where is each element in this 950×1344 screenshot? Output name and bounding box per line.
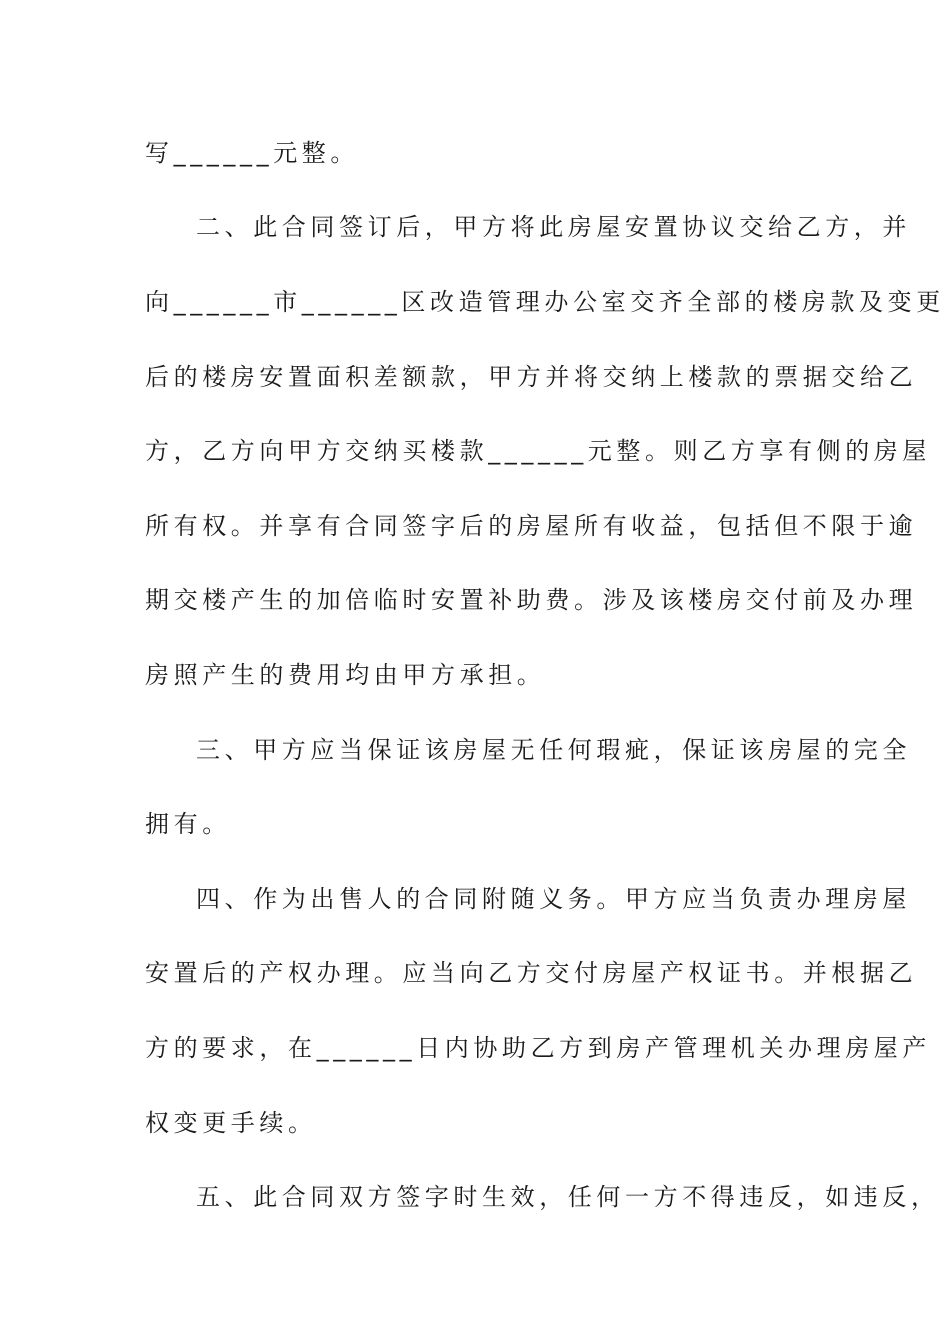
text-line: 房照产生的费用均由甲方承担。 <box>145 661 546 689</box>
clause-3-heading-line: 三、甲方应当保证该房屋无任何瑕疵，保证该房屋的完全 <box>196 736 911 764</box>
text-line: 写______元整。 <box>145 139 359 167</box>
text-line: 拥有。 <box>145 810 231 838</box>
text-line: 权变更手续。 <box>145 1109 317 1137</box>
text-line: 方的要求，在______日内协助乙方到房产管理机关办理房屋产 <box>145 1034 931 1062</box>
clause-2-heading-line: 二、此合同签订后，甲方将此房屋安置协议交给乙方，并 <box>196 213 911 241</box>
text-line: 所有权。并享有合同签字后的房屋所有收益，包括但不限于逾 <box>145 512 918 540</box>
text-line: 期交楼产生的加倍临时安置补助费。涉及该楼房交付前及办理 <box>145 586 918 614</box>
text-line: 向______市______区改造管理办公室交齐全部的楼房款及变更 <box>145 288 945 316</box>
text-line: 安置后的产权办理。应当向乙方交付房屋产权证书。并根据乙 <box>145 959 918 987</box>
text-line: 方，乙方向甲方交纳买楼款______元整。则乙方享有侧的房屋 <box>145 437 931 465</box>
clause-5-heading-line: 五、此合同双方签字时生效，任何一方不得违反，如违反， <box>196 1183 940 1211</box>
clause-4-heading-line: 四、作为出售人的合同附随义务。甲方应当负责办理房屋 <box>196 885 911 913</box>
text-line: 后的楼房安置面积差额款，甲方并将交纳上楼款的票据交给乙 <box>145 363 918 391</box>
